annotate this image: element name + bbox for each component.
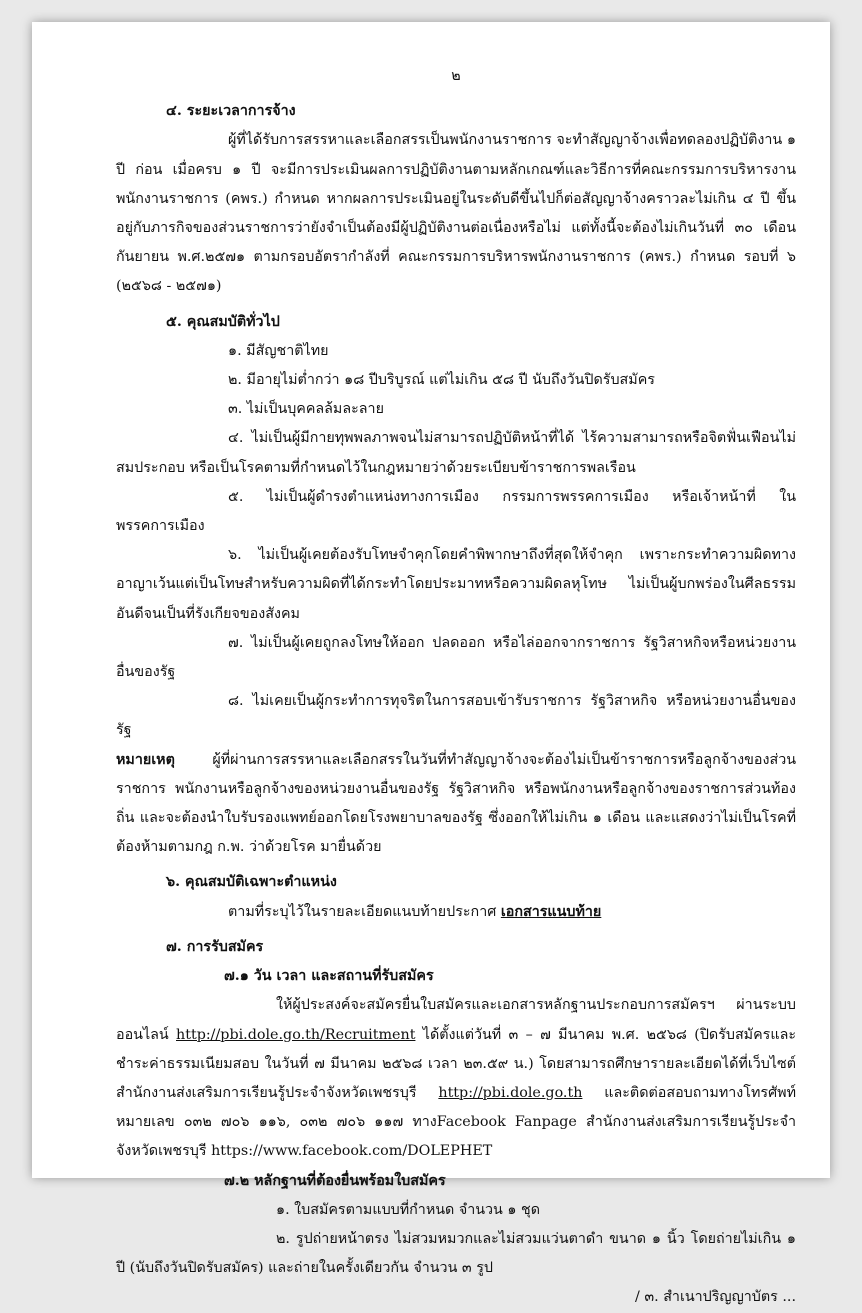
note-paragraph [116, 746, 796, 863]
section-6-heading: ๖. คุณสมบัติเฉพาะตำแหน่ง [166, 874, 337, 891]
document-page [32, 22, 830, 1306]
qualification-item-4: ๔. ไม่เป็นผู้มีกายทุพพลภาพจนไม่สามารถปฏิบัติหน้าที่ได้ ไร้ความสามารถหรือจิตฟั่นเฟือนไม่สมประกอบ หรือเป็นโรคตามที่กำหนดไว้ในกฎหมายว่าด้วยระเบียบข้าราชการพลเรือน [116, 430, 796, 476]
section-4-body: ผู้ที่ได้รับการสรรหาและเลือกสรรเป็นพนักงานราชการ จะทำสัญญาจ้างเพื่อทดลองปฏิบัติงาน ๑ ปี ก่อน เมื่อครบ ๑ ปี จะมีการประเมินผลการปฏิบัติงานตามหลักเกณฑ์และวิธีการที่คณะกรรมการบริหารงานพนักงานราชการ (คพร.) กำหนด หากผลการประเมินอยู่ในระดับดีขึ้นไปก็ต่อสัญญาจ้างคราวละไม่เกิน ๔ ปี ขึ้นอยู่กับภารกิจของส่วนราชการว่ายังจำเป็นต้องมีผู้ปฏิบัติงานต่อเนื่องหรือไม่ แต่ทั้งนี้จะต้องไม่เกินวันที่ ๓๐ เดือนกันยายน พ.ศ.๒๕๗๑ ตามกรอบอัตรากำลังที่ คณะกรรมการบริหารพนักงานราชการ (คพร.) กำหนด รอบที่ ๖ (๒๕๖๘ - ๒๕๗๑) [116, 132, 796, 295]
section-4-heading: ๔. ระยะเวลาการจ้าง [166, 103, 296, 120]
document-content [116, 62, 796, 1313]
document-item-2: ๒. รูปถ่ายหน้าตรง ไม่สวมหมวกและไม่สวมแว่นตาดำ ขนาด ๑ นิ้ว โดยถ่ายไม่เกิน ๑ ปี (นับถึงวันปิดรับสมัคร) และถ่ายในครั้งเดียวกัน จำนวน ๓ รูป [116, 1230, 796, 1277]
section-6-body [116, 898, 796, 927]
continuation-note: / ๓. สำเนาปริญญาบัตร ... [634, 1289, 796, 1306]
recruitment-link[interactable]: http://pbi.dole.go.th/Recruitment [176, 1026, 416, 1043]
note-body: ผู้ที่ผ่านการสรรหาและเลือกสรรในวันที่ทำสัญญาจ้างจะต้องไม่เป็นข้าราชการหรือลูกจ้างของส่วนราชการ พนักงานหรือลูกจ้างของหน่วยงานอื่นของรัฐ รัฐวิสาหกิจ หรือพนักงานหรือลูกจ้างของราชการส่วนท้องถิ่น และจะต้องนำใบรับรองแพทย์ออกโดยโรงพยาบาลของรัฐ ซึ่งออกให้ไม่เกิน ๑ เดือน และแสดงว่าไม่เป็นโรคที่ต้องห้ามตามกฎ ก.พ. ว่าด้วยโรค มายื่นด้วย [116, 751, 796, 856]
qualification-item-1: ๑. มีสัญชาติไทย [228, 342, 329, 359]
qualification-item-5: ๕. ไม่เป็นผู้ดำรงตำแหน่งทางการเมือง กรรมการพรรคการเมือง หรือเจ้าหน้าที่ ในพรรคการเมือง [116, 488, 796, 535]
section-7-1-text-3: และติดต่อสอบถามทางโทรศัพท์หมายเลข ๐๓๒ ๗๐๖ ๑๑๖, ๐๓๒ ๗๐๖ ๑๑๗ ทางFacebook Fanpage สำนักงานส่งเสริมการเรียนรู้ประจำจังหวัดเพชรบุรี https://www.facebook.com/DOLEPHET [116, 1084, 796, 1160]
section-7-1-text-2: ได้ตั้งแต่วันที่ ๓ – ๗ มีนาคม พ.ศ. ๒๕๖๘ (ปิดรับสมัครและชำระค่าธรรมเนียมสอบ ในวันที่ ๗ มีนาคม ๒๕๖๘ เวลา ๒๓.๕๙ น.) โดยสามารถศึกษารายละเอียดได้ที่เว็บไซต์สำนักงานส่งเสริมการเรียนรู้ประจำจังหวัดเพชรบุรี [116, 1026, 797, 1101]
section-6-body-text: ตามที่ระบุไว้ในรายละเอียดแนบท้ายประกาศ [228, 903, 501, 920]
section-7-heading: ๗. การรับสมัคร [166, 938, 264, 955]
note-label: หมายเหตุ [116, 751, 175, 768]
section-7-1-text-1: ให้ผู้ประสงค์จะสมัครยื่นใบสมัครและเอกสารหลักฐานประกอบการสมัครฯ ผ่านระบบออนไลน์ [116, 997, 796, 1043]
attachment-reference: เอกสารแนบท้าย [500, 903, 602, 920]
qualification-item-7: ๗. ไม่เป็นผู้เคยถูกลงโทษให้ออก ปลดออก หรือไล่ออกจากราชการ รัฐวิสาหกิจหรือหน่วยงานอื่นของรัฐ [116, 634, 796, 681]
qualification-item-3: ๓. ไม่เป็นบุคคลล้มละลาย [228, 401, 384, 418]
section-5-heading: ๕. คุณสมบัติทั่วไป [166, 313, 280, 330]
document-item-1: ๑. ใบสมัครตามแบบที่กำหนด จำนวน ๑ ชุด [276, 1201, 540, 1218]
page-number: ๒ [451, 68, 461, 84]
qualification-item-2: ๒. มีอายุไม่ต่ำกว่า ๑๘ ปีบริบูรณ์ แต่ไม่เกิน ๕๘ ปี นับถึงวันปิดรับสมัคร [228, 372, 655, 389]
qualification-item-8: ๘. ไม่เคยเป็นผู้กระทำการทุจริตในการสอบเข้ารับราชการ รัฐวิสาหกิจ หรือหน่วยงานอื่นของรัฐ [116, 693, 796, 739]
website-link[interactable]: http://pbi.dole.go.th [438, 1084, 583, 1101]
section-7-1-heading: ๗.๑ วัน เวลา และสถานที่รับสมัคร [224, 968, 434, 985]
section-7-1-body [116, 991, 796, 1166]
qualification-item-6: ๖. ไม่เป็นผู้เคยต้องรับโทษจำคุกโดยคำพิพากษาถึงที่สุดให้จำคุก เพราะกระทำความผิดทางอาญาเว้นแต่เป็นโทษสำหรับความผิดที่ได้กระทำโดยประมาทหรือความผิดลหุโทษ ไม่เป็นผู้บกพร่องในศีลธรรมอันดีจนเป็นที่รังเกียจของสังคม [116, 547, 796, 622]
section-7-2-heading: ๗.๒ หลักฐานที่ต้องยื่นพร้อมใบสมัคร [224, 1172, 446, 1189]
